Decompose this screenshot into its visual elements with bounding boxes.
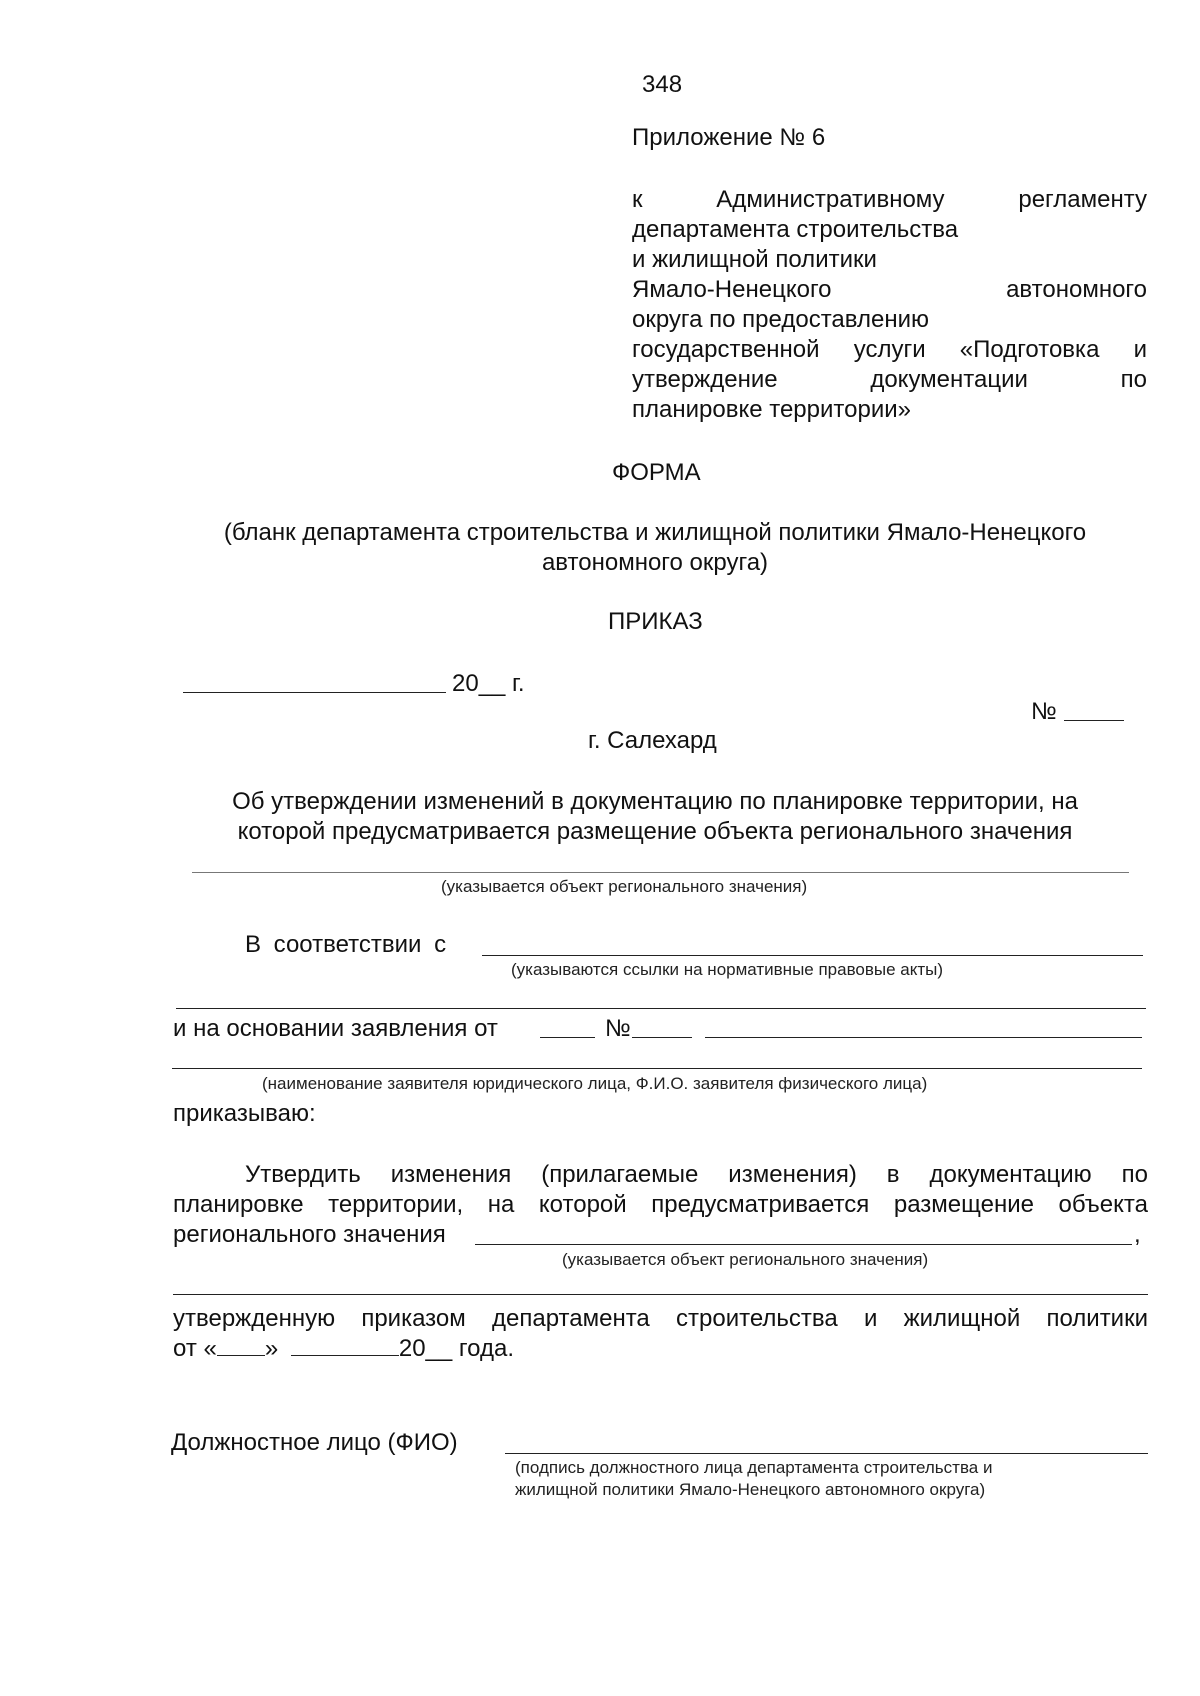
applicant-name-line bbox=[705, 1037, 1142, 1038]
month-blank bbox=[291, 1337, 399, 1356]
application-number-blank bbox=[632, 1037, 692, 1038]
form-label: ФОРМА bbox=[612, 459, 701, 486]
application-date-blank bbox=[540, 1037, 595, 1038]
order-title: ПРИКАЗ bbox=[608, 608, 703, 635]
regional-object-line bbox=[192, 872, 1129, 873]
approved-by-year: 20__ года. bbox=[398, 1335, 514, 1362]
appendix-line: государственной услуги «Подготовка и bbox=[632, 336, 1147, 363]
official-label: Должностное лицо (ФИО) bbox=[171, 1429, 458, 1456]
application-number-label: № bbox=[605, 1015, 631, 1042]
appendix-line: планировке территории» bbox=[632, 396, 911, 423]
appendix-line: утверждение документации по bbox=[632, 366, 1147, 393]
approve-line3-comma: , bbox=[1134, 1221, 1141, 1248]
regional-object-hint-2: (указывается объект регионального значения) bbox=[562, 1250, 929, 1269]
appendix-line: и жилищной политики bbox=[632, 246, 877, 273]
city: г. Салехард bbox=[588, 727, 717, 754]
date-year: 20__ г. bbox=[452, 670, 525, 697]
appendix-line: округа по предоставлению bbox=[632, 306, 929, 333]
page-number: 348 bbox=[642, 71, 683, 98]
appendix-line: к Административному регламенту bbox=[632, 186, 1147, 213]
signature-hint-line2: жилищной политики Ямало-Ненецкого автономного округа) bbox=[515, 1480, 986, 1499]
approved-by-line1: утвержденную приказом департамента строительства и жилищной политики bbox=[173, 1305, 1148, 1332]
on-basis-label: и на основании заявления от bbox=[173, 1015, 498, 1042]
applicant-hint: (наименование заявителя юридического лица, Ф.И.О. заявителя физического лица) bbox=[262, 1074, 928, 1093]
appendix-title: Приложение № 6 bbox=[632, 124, 826, 151]
day-blank bbox=[217, 1337, 265, 1356]
approve-object-blank bbox=[475, 1244, 1132, 1245]
appendix-line: Ямало-Ненецкого автономного bbox=[632, 276, 1147, 303]
blank-caption-line2: автономного округа) bbox=[541, 549, 769, 576]
approved-by-quote: » bbox=[264, 1335, 279, 1362]
approved-by-line2 bbox=[173, 1334, 514, 1364]
approve-line2: планировке территории, на которой предусматривается размещение объекта bbox=[173, 1191, 1148, 1218]
approve-line1: Утвердить изменения (прилагаемые изменения) в документацию по bbox=[245, 1161, 1148, 1188]
order-number-label: № bbox=[1031, 698, 1057, 725]
applicant-name-line-2 bbox=[172, 1068, 1142, 1069]
approve-line3: регионального значения bbox=[173, 1221, 446, 1248]
subject-line1: Об утверждении изменений в документацию по планировке территории, на bbox=[232, 788, 1078, 815]
legal-acts-line-2 bbox=[176, 1008, 1146, 1009]
regional-object-hint: (указывается объект регионального значения) bbox=[441, 877, 808, 896]
date-blank-line bbox=[183, 692, 446, 693]
order-word: приказываю: bbox=[173, 1100, 316, 1127]
signature-hint-line1: (подпись должностного лица департамента строительства и bbox=[515, 1458, 993, 1477]
order-number-blank bbox=[1064, 720, 1124, 721]
signature-line bbox=[505, 1453, 1148, 1454]
subject-line2: которой предусматривается размещение объекта регионального значения bbox=[237, 818, 1073, 845]
legal-acts-line bbox=[482, 955, 1143, 956]
blank-caption-line1: (бланк департамента строительства и жилищной политики Ямало-Ненецкого bbox=[223, 519, 1087, 546]
approve-object-line-2 bbox=[173, 1294, 1148, 1295]
appendix-line: департамента строительства bbox=[632, 216, 959, 243]
legal-acts-hint: (указываются ссылки на нормативные правовые акты) bbox=[511, 960, 944, 979]
approved-by-from: от « bbox=[173, 1335, 217, 1362]
in-accordance-label: В соответствии с bbox=[245, 931, 447, 958]
